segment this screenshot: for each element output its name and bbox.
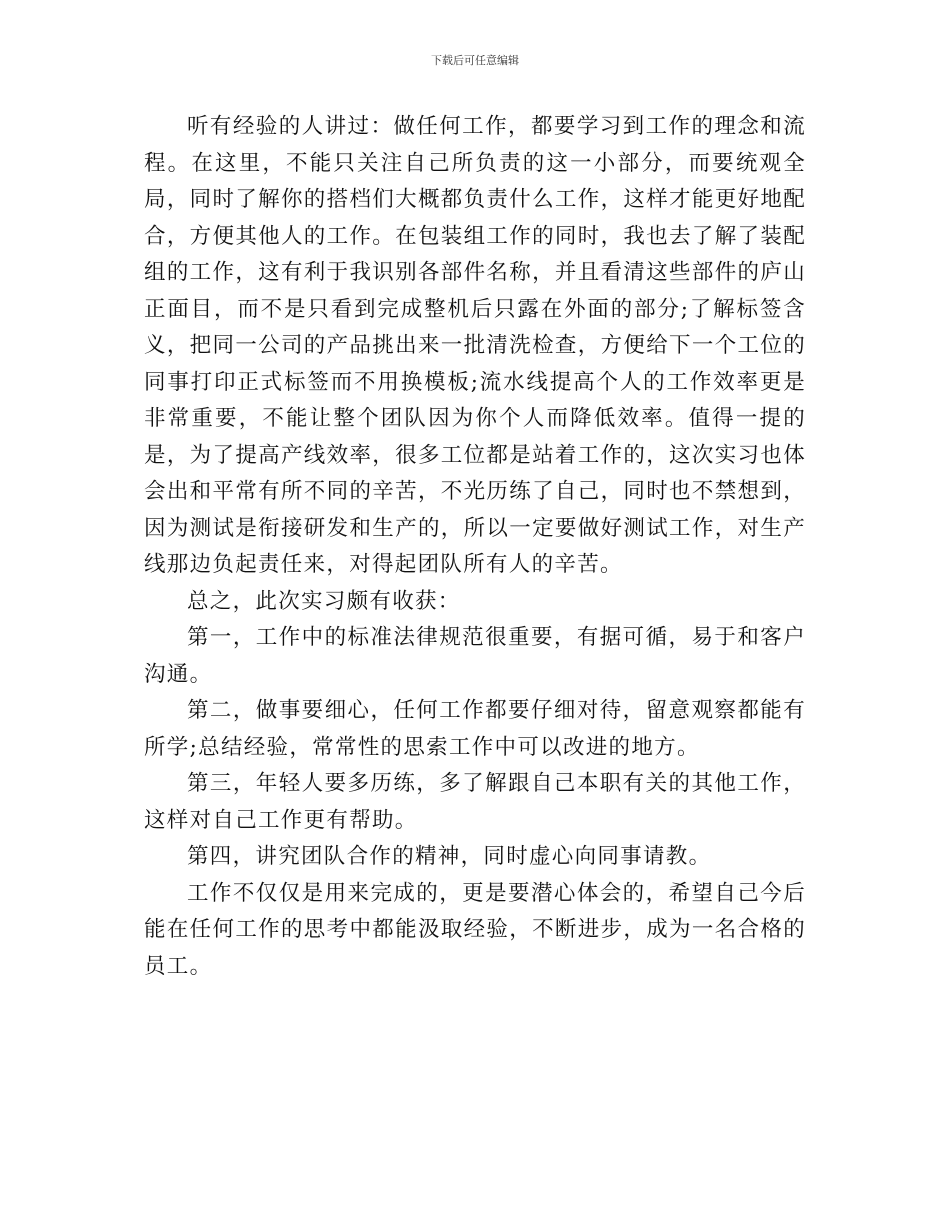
paragraph-point-three: 第三，年轻人要多历练，多了解跟自己本职有关的其他工作，这样对自己工作更有帮助。 bbox=[144, 771, 806, 833]
page-header-note: 下载后可任意编辑 bbox=[431, 54, 519, 67]
paragraph-point-one: 第一，工作中的标准法律规范很重要，有据可循，易于和客户沟通。 bbox=[144, 625, 806, 687]
paragraph-conclusion: 工作不仅仅是用来完成的，更是要潜心体会的，希望自己今后能在任何工作的思考中都能汲取经验，不断进步，成为一名合格的员工。 bbox=[144, 880, 806, 979]
document-body bbox=[144, 109, 806, 985]
paragraph-experience: 听有经验的人讲过：做任何工作，都要学习到工作的理念和流程。在这里，不能只关注自己所负责的这一小部分，而要统观全局，同时了解你的搭档们大概都负责什么工作，这样才能更好地配合，方便其他人的工作。在包装组工作的同时，我也去了解了装配组的工作，这有利于我识别各部件名称，并且看清这些部件的庐山正面目，而不是只看到完成整机后只露在外面的部分;了解标签含义，把同一公司的产品挑出来一批清洗检查，方便给下一个工位的同事打印正式标签而不用换模板;流水线提高个人的工作效率更是非常重要，不能让整个团队因为你个人而降低效率。值得一提的是，为了提高产线效率，很多工位都是站着工作的，这次实习也体会出和平常有所不同的辛苦，不光历练了自己，同时也不禁想到，因为测试是衔接研发和生产的，所以一定要做好测试工作，对生产线那边负起责任来，对得起团队所有人的辛苦。 bbox=[144, 114, 806, 577]
paragraph-point-two: 第二，做事要细心，任何工作都要仔细对待，留意观察都能有所学;总结经验，常常性的思索工作中可以改进的地方。 bbox=[144, 698, 806, 760]
paragraph-summary-intro: 总之，此次实习颇有收获： bbox=[187, 588, 461, 614]
paragraph-point-four: 第四，讲究团队合作的精神，同时虚心向同事请教。 bbox=[187, 844, 712, 869]
